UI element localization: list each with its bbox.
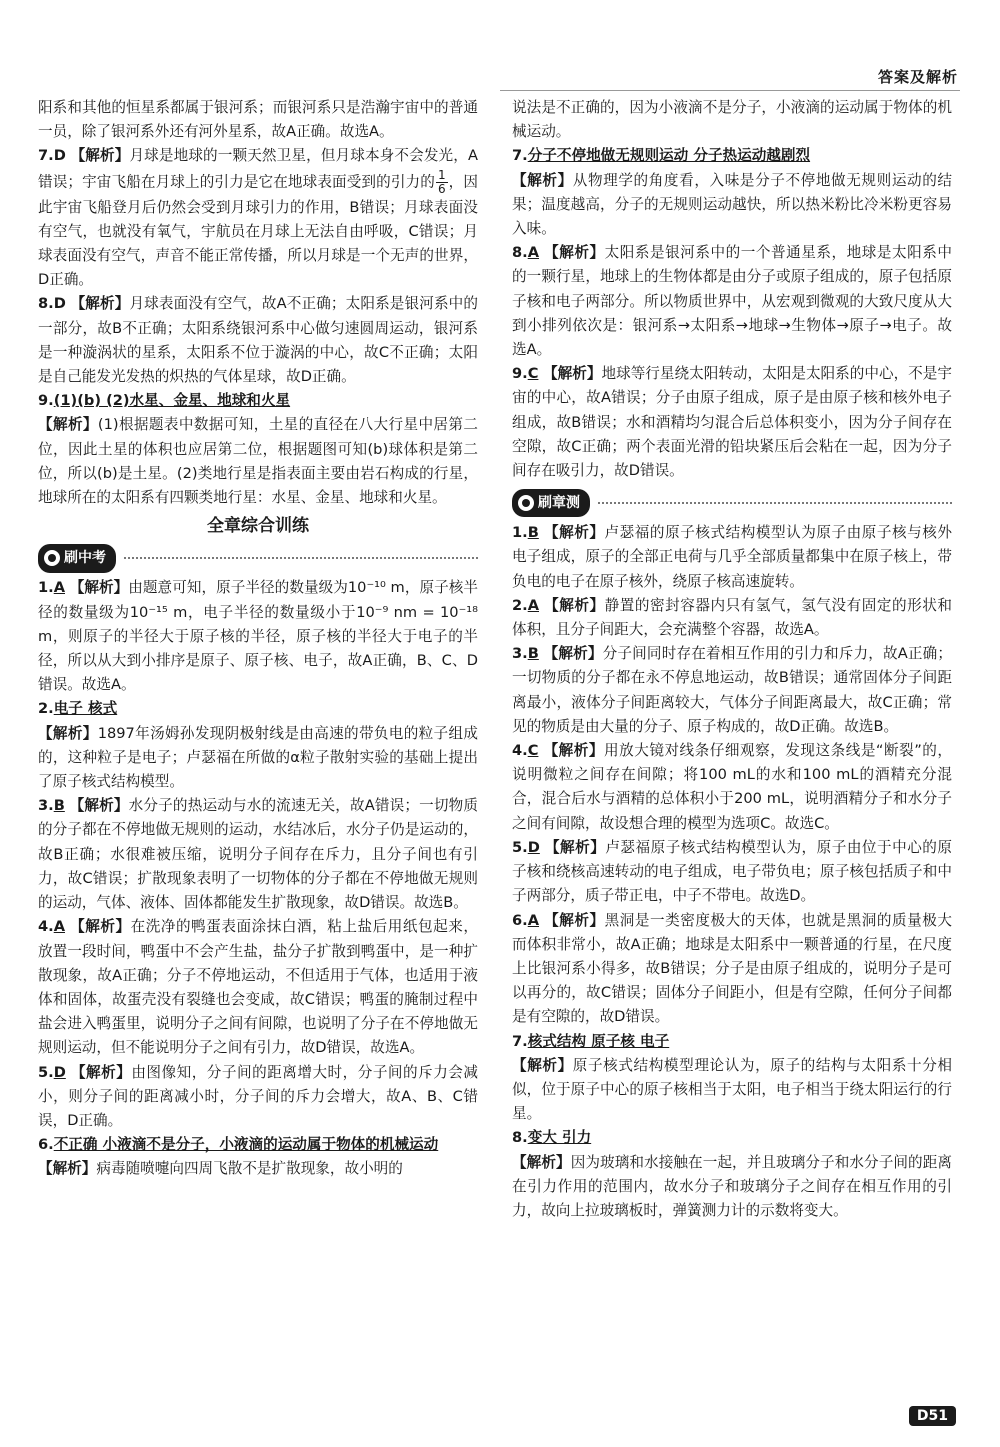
item-answer: 不正确 小液滴不是分子，小液滴的运动属于物体的机械运动 bbox=[53, 1136, 439, 1154]
item-number: 2. bbox=[38, 700, 54, 718]
item-answer: A bbox=[53, 918, 65, 936]
intro-paragraph: 阳系和其他的恒星系都属于银河系；而银河系只是浩瀚宇宙中的普通一员，除了银河系外还有河外星系，故A正确。故选A。 bbox=[38, 99, 478, 141]
item-number: 3. bbox=[512, 645, 528, 663]
item-number: 4. bbox=[38, 918, 54, 936]
analysis-text: 地球等行星绕太阳转动，太阳是太阳系的中心，不是宇宙的中心，故A错误；分子由原子组成，原子是由原子核和核外电子组成，故B错误；水和酒精均匀混合后总体积变小，因为分子间存在空隙，故C正确；两个表面光滑的铅块紧压后会粘在一起，因为分子间存在吸引力，故D错误。 bbox=[512, 365, 952, 480]
analysis-text: 因为玻璃和水接触在一起，并且玻璃分子和水分子间的距离在引力作用的范围内，故水分子和玻璃分子之间存在相互作用的引力，故向上拉玻璃板时，弹簧测力计的示数将变大。 bbox=[512, 1153, 952, 1219]
page-header-title: 答案及解析 bbox=[877, 68, 958, 86]
item-number: 1. bbox=[512, 524, 528, 542]
item-number: 6. bbox=[512, 911, 528, 929]
item-number: 4. bbox=[512, 742, 528, 760]
item-answer: A bbox=[527, 911, 539, 929]
answer-item bbox=[38, 794, 478, 915]
badge-label: 刷章测 bbox=[538, 495, 580, 512]
analysis-tag: 【解析】 bbox=[512, 1056, 573, 1074]
answer-item bbox=[38, 576, 478, 697]
header-rule bbox=[500, 90, 960, 91]
answer-item bbox=[512, 836, 952, 909]
section-title: 全章综合训练 bbox=[207, 516, 309, 537]
analysis-tag: 【解析】 bbox=[70, 1063, 132, 1081]
item-number: 7. bbox=[512, 1032, 528, 1050]
fraction-numerator: 1 bbox=[437, 167, 446, 182]
analysis-tag: 【解析】 bbox=[544, 596, 605, 614]
analysis-text: 由图像知，分子间的距离增大时，分子间的斥力会减小，则分子间的距离减小时，分子间的斥力会增大，故A、B、C错误，D正确。 bbox=[38, 1063, 478, 1129]
item-answer: A bbox=[527, 244, 539, 262]
item-answer: D bbox=[53, 295, 66, 313]
page-number: D51 bbox=[909, 1406, 956, 1426]
analysis-text: 病毒随喷嚏向四周飞散不是扩散现象，故小明的 bbox=[96, 1160, 403, 1178]
analysis-text: 在洗净的鸭蛋表面涂抹白酒，粘上盐后用纸包起来，放置一段时间，鸭蛋中不会产生盐，盐分子扩散到鸭蛋中，是一种扩散现象，故A正确；分子不停地运动，不但适用于气体，也适用于液体和固体，故蛋壳没有裂缝也会变咸，故C错误；鸭蛋的腌制过程中盐会进入鸭蛋里，说明分子之间有间隙，也说明了分子在不停地做无规则运动，但不能说明分子之间有引力，故D错误，故选A。 bbox=[38, 918, 478, 1057]
dotted-divider bbox=[598, 502, 952, 504]
analysis-tag: 【解析】 bbox=[70, 295, 130, 313]
analysis-tag: 【解析】 bbox=[544, 524, 605, 542]
item-number: 5. bbox=[512, 838, 528, 856]
answer-item bbox=[38, 292, 478, 389]
analysis-text: 原子核式结构模型理论认为，原子的结构与太阳系十分相似，位于原子中心的原子核相当于太阳，电子相当于绕太阳运行的行星。 bbox=[512, 1056, 952, 1123]
item-answer: B bbox=[527, 645, 539, 663]
item-number: 2. bbox=[512, 596, 528, 614]
item-number: 8. bbox=[512, 1129, 528, 1147]
analysis-text: 卢瑟福原子核式结构模型认为，原子由位于中心的原子核和绕核高速转动的电子组成，电子带负电；原子核包括质子和中子两部分，质子带正电，中子不带电。故选D。 bbox=[512, 838, 952, 905]
section-badge bbox=[512, 489, 590, 517]
answer-item bbox=[512, 739, 952, 836]
analysis-text: 分子间同时存在着相互作用的引力和斥力，故A正确；一切物质的分子都在永不停息地运动，故B错误；通常固体分子间距离最小，液体分子间距离较大，气体分子间距离最大，故C正确；常见的物质是由大量的分子、原子构成的，故D正确。故选B。 bbox=[512, 645, 952, 735]
analysis-tag: 【解析】 bbox=[38, 1160, 97, 1178]
section-badge bbox=[38, 544, 116, 572]
analysis-tag: 【解析】 bbox=[544, 911, 605, 929]
item-number: 7. bbox=[38, 147, 54, 165]
analysis-text: 用放大镜对线条仔细观察，发现这条线是“断裂”的，说明微粒之间存在间隙；将100 mL的水和100 mL的酒精充分混合，混合后水与酒精的总体积小于200 mL，说明酒精分子和水分子之间有间隙，故设想合理的模型为选项C。故选C。 bbox=[512, 742, 952, 832]
analysis-tag: 【解析】 bbox=[38, 724, 98, 742]
analysis-text: 太阳系是银河系中的一个普通星系，地球是太阳系中的一颗行星，地球上的生物体都是由分子或原子组成的，原子包括原子核和电子两部分。所以物质世界中，从宏观到微观的大致尺度从大到小排列依次是：银河系→太阳系→地球→生物体→原子→电子。故选A。 bbox=[512, 244, 952, 359]
answer-item bbox=[38, 389, 478, 510]
item-answer: A bbox=[527, 596, 539, 614]
analysis-text: 从物理学的角度看，入味是分子不停地做无规则运动的结果；温度越高，分子的无规则运动越快，所以热米粉比冷米粉更容易入味。 bbox=[512, 171, 952, 238]
section-badge-row bbox=[38, 544, 478, 572]
analysis-text: 月球表面没有空气，故A不正确；太阳系是银河系中的一部分，故B不正确；太阳系绕银河系中心做匀速圆周运动，银河系是一种漩涡状的星系，太阳系不位于漩涡的中心，故C不正确；太阳是自己能发光发热的炽热的气体星球，故D正确。 bbox=[38, 295, 478, 386]
item-answer: C bbox=[527, 365, 539, 383]
answer-item bbox=[512, 521, 952, 594]
item-answer: 核式结构 原子核 电子 bbox=[527, 1032, 670, 1050]
answer-item bbox=[38, 697, 478, 794]
item-answer: D bbox=[53, 147, 66, 165]
item-answer: D bbox=[527, 838, 540, 856]
analysis-tag: 【解析】 bbox=[544, 244, 605, 262]
answer-item bbox=[38, 915, 478, 1060]
fraction-denominator: 6 bbox=[437, 181, 446, 196]
analysis-text: 水分子的热运动与水的流速无关，故A错误；一切物质的分子都在不停地做无规则的运动，水结冰后，水分子仍是运动的，故B正确；水很难被压缩，说明分子间存在斥力，且分子间也有引力，故C错误；扩散现象表明了一切物体的分子都在不停地做无规则的运动，气体、液体、固体都能发生扩散现象，故D错误。故选B。 bbox=[38, 797, 478, 912]
brush-icon bbox=[518, 495, 534, 511]
dotted-divider bbox=[124, 557, 478, 559]
analysis-text: 月球是地球的一颗天然卫星，但月球本身不会发光，A错误；宇宙飞船在月球上的引力是它在地球表面受到的引力的 bbox=[38, 147, 478, 191]
analysis-tag: 【解析】 bbox=[69, 797, 129, 815]
analysis-text: 1897年汤姆孙发现阴极射线是由高速的带负电的粒子组成的，这种粒子是电子；卢瑟福在所做的α粒子散射实验的基础上提出了原子核式结构模型。 bbox=[38, 724, 478, 791]
continued-paragraph: 说法是不正确的，因为小液滴不是分子，小液滴的运动属于物体的机械运动。 bbox=[512, 99, 952, 141]
analysis-tag: 【解析】 bbox=[543, 365, 602, 383]
item-number: 8. bbox=[38, 295, 54, 313]
item-answer: (1)(b) (2)水星、金星、地球和火星 bbox=[53, 392, 291, 410]
section-badge-row bbox=[512, 489, 952, 517]
item-number: 5. bbox=[38, 1063, 54, 1081]
item-number: 7. bbox=[512, 147, 528, 165]
answer-item bbox=[512, 1126, 952, 1223]
answer-item bbox=[38, 1133, 478, 1181]
analysis-tag: 【解析】 bbox=[38, 416, 98, 434]
item-answer: 电子 核式 bbox=[53, 700, 118, 718]
item-answer: 变大 引力 bbox=[527, 1129, 592, 1147]
analysis-text: 静置的密封容器内只有氢气，氢气没有固定的形状和体积，且分子间距大，会充满整个容器，故选A。 bbox=[512, 596, 952, 639]
answer-item bbox=[512, 144, 952, 241]
analysis-tag: 【解析】 bbox=[543, 645, 603, 663]
item-number: 3. bbox=[38, 797, 54, 815]
analysis-tag: 【解析】 bbox=[544, 838, 606, 856]
item-number: 8. bbox=[512, 244, 528, 262]
analysis-text: ，因此宇宙飞船登月后仍然会受到月球引力的作用，B错误；月球表面没有空气，也就没有氧气，宇航员在月球上无法自由呼吸，C错误；月球表面没有空气，声音不能正常传播，所以月球是一个无声的世界，D正确。 bbox=[38, 173, 478, 289]
item-number: 9. bbox=[512, 365, 528, 383]
item-answer: D bbox=[53, 1063, 66, 1081]
analysis-tag: 【解析】 bbox=[512, 1153, 571, 1171]
analysis-tag: 【解析】 bbox=[70, 918, 131, 936]
badge-label: 刷中考 bbox=[64, 550, 106, 567]
answer-item bbox=[38, 144, 478, 292]
analysis-tag: 【解析】 bbox=[70, 147, 130, 165]
analysis-text: 由题意可知，原子半径的数量级为10⁻¹⁰ m，原子核半径的数量级为10⁻¹⁵ m，电子半径的数量级小于10⁻⁹ nm = 10⁻¹⁸ m，则原子的半径大于原子核的半径，原子核的半径大于电子的半径，所以从大到小排序是原子、原子核、电子，故A正确，B、C、D错误。故选A。 bbox=[38, 579, 478, 694]
item-number: 6. bbox=[38, 1136, 54, 1154]
analysis-tag: 【解析】 bbox=[543, 742, 605, 760]
analysis-text: (1)根据题表中数据可知，土星的直径在八大行星中居第二位，因此土星的体积也应居第二位，根据题图可知(b)球体积是第二位，所以(b)是土星。(2)类地行星是指表面主要由岩石构成的行星，地球所在的太阳系有四颗类地行星：水星、金星、地球和火星。 bbox=[38, 416, 478, 507]
analysis-text: 黑洞是一类密度极大的天体，也就是黑洞的质量极大而体积非常小，故A正确；地球是太阳系中一颗普通的行星，在尺度上比银河系小得多，故B错误；分子是由原子组成的，说明分子是可以再分的，故C错误；固体分子间距小，但是有空隙，任何分子间都是有空隙的，故D错误。 bbox=[512, 911, 952, 1026]
answer-item bbox=[512, 362, 952, 483]
analysis-text: 卢瑟福的原子核式结构模型认为原子由原子核与核外电子组成，原子的全部正电荷与几乎全部质量都集中在原子核上，带负电的电子在原子核外，绕原子核高速旋转。 bbox=[512, 524, 952, 590]
item-answer: 分子不停地做无规则运动 分子热运动越剧烈 bbox=[527, 147, 811, 165]
answer-item bbox=[512, 594, 952, 642]
analysis-tag: 【解析】 bbox=[69, 579, 129, 597]
answer-item bbox=[512, 241, 952, 362]
answer-item bbox=[512, 1030, 952, 1127]
item-answer: C bbox=[527, 742, 539, 760]
analysis-tag: 【解析】 bbox=[512, 171, 573, 189]
item-answer: A bbox=[53, 579, 65, 597]
item-number: 9. bbox=[38, 392, 54, 410]
right-column bbox=[512, 96, 952, 1223]
item-answer: B bbox=[53, 797, 65, 815]
item-answer: B bbox=[527, 524, 539, 542]
left-column bbox=[38, 96, 478, 1182]
fraction bbox=[436, 169, 448, 196]
answer-item bbox=[38, 1061, 478, 1134]
answer-item bbox=[512, 642, 952, 739]
brush-icon bbox=[44, 550, 60, 566]
answer-item bbox=[512, 909, 952, 1030]
item-number: 1. bbox=[38, 579, 54, 597]
